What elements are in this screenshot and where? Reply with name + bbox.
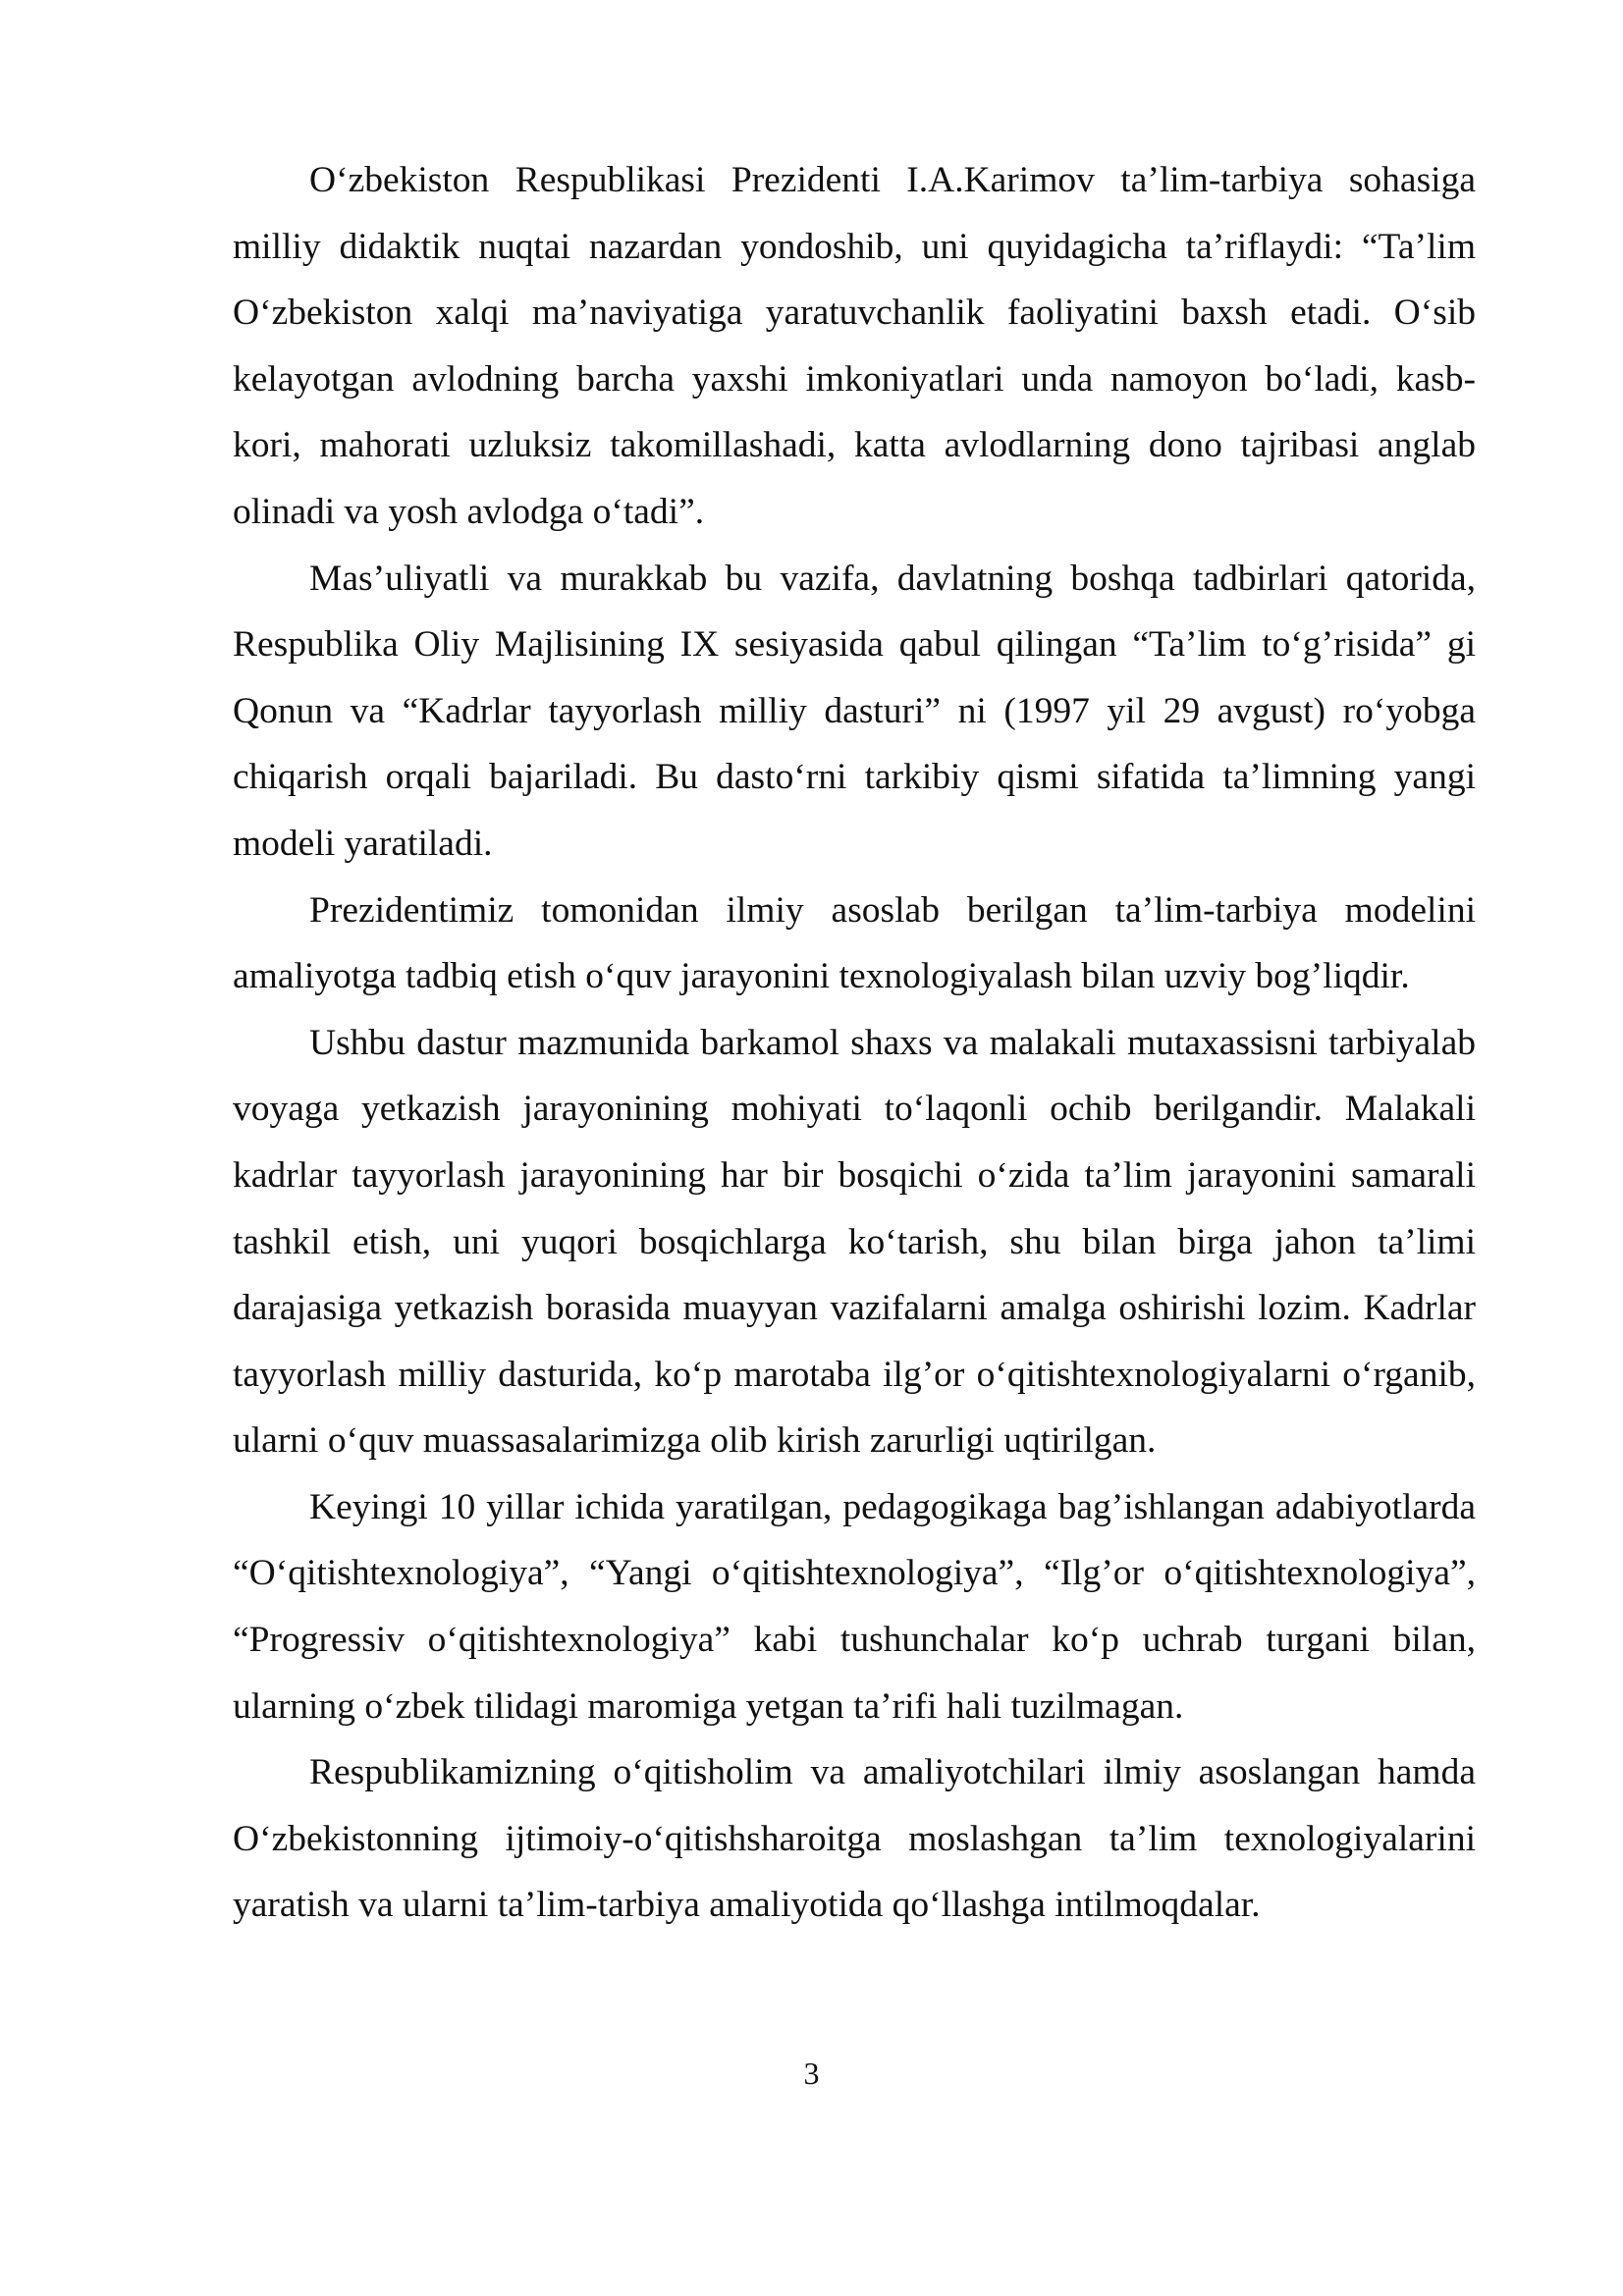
- paragraph-2: Mas’uliyatli va murakkab bu vazifa, davlatning boshqa tadbirlari qatorida, Respublika Oliy Majlisining IX sesiyasida qabul qilingan “Ta’lim to‘g’risida” gi Qonun va “Kadrlar tayyorlash milliy dasturi” ni (1997 yil 29 avgust) ro‘yobga chiqarish orqali bajariladi. Bu dasto‘rni tarkibiy qismi sifatida ta’limning yangi modeli yaratiladi.: [233, 558, 1476, 864]
- paragraph-4: Ushbu dastur mazmunida barkamol shaxs va malakali mutaxassisni tarbiyalab voyaga yetkazish jarayonining mohiyati to‘laqonli ochib berilgandir. Malakali kadrlar tayyorlash jarayonining har bir bosqichi o‘zida ta’lim jarayonini samarali tashkil etish, uni yuqori bosqichlarga ko‘tarish, shu bilan birga jahon ta’limi darajasiga yetkazish borasida muayyan vazifalarni amalga oshirishi lozim. Kadrlar tayyorlash milliy dasturida, ko‘p marotaba ilg’or o‘qitishtexnologiyalarni o‘rganib, ularni o‘quv muassasalarimizga olib kirish zarurligi uqtirilgan.: [233, 1022, 1476, 1462]
- paragraph-3: Prezidentimiz tomonidan ilmiy asoslab berilgan ta’lim-tarbiya modelini amaliyotga tadbiq etish o‘quv jarayonini texnologiyalash bilan uzviy bog’liqdir.: [233, 889, 1476, 997]
- paragraph-1: O‘zbekiston Respublikasi Prezidenti I.A.Karimov ta’lim-tarbiya sohasiga milliy didaktik nuqtai nazardan yondoshib, uni quyidagicha ta’riflaydi: “Ta’lim O‘zbekiston xalqi ma’naviyatiga yaratuvchanlik faoliyatini baxsh etadi. O‘sib kelayotgan avlodning barcha yaxshi imkoniyatlari unda namoyon bo‘ladi, kasb-kori, mahorati uzluksiz takomillashadi, katta avlodlarning dono tajribasi anglab olinadi va yosh avlodga o‘tadi”.: [233, 160, 1476, 532]
- paragraph-6: Respublikamizning o‘qitisholim va amaliyotchilari ilmiy asoslangan hamda O‘zbekistonning ijtimoiy-o‘qitishsharoitga moslashgan ta’lim texnologiyalarini yaratish va ularni ta’lim-tarbiya amaliyotida qo‘llashga intilmoqdalar.: [233, 1752, 1476, 1926]
- page-number: 3: [803, 2056, 820, 2091]
- body-text: [233, 147, 1476, 1939]
- paragraph-5: Keyingi 10 yillar ichida yaratilgan, pedagogikaga bag’ishlangan adabiyotlarda “O‘qitishtexnologiya”, “Yangi o‘qitishtexnologiya”, “Ilg’or o‘qitishtexnologiya”, “Progressiv o‘qitishtexnologiya” kabi tushunchalar ko‘p uchrab turgani bilan, ularning o‘zbek tilidagi maromiga yetgan ta’rifi hali tuzilmagan.: [233, 1486, 1476, 1727]
